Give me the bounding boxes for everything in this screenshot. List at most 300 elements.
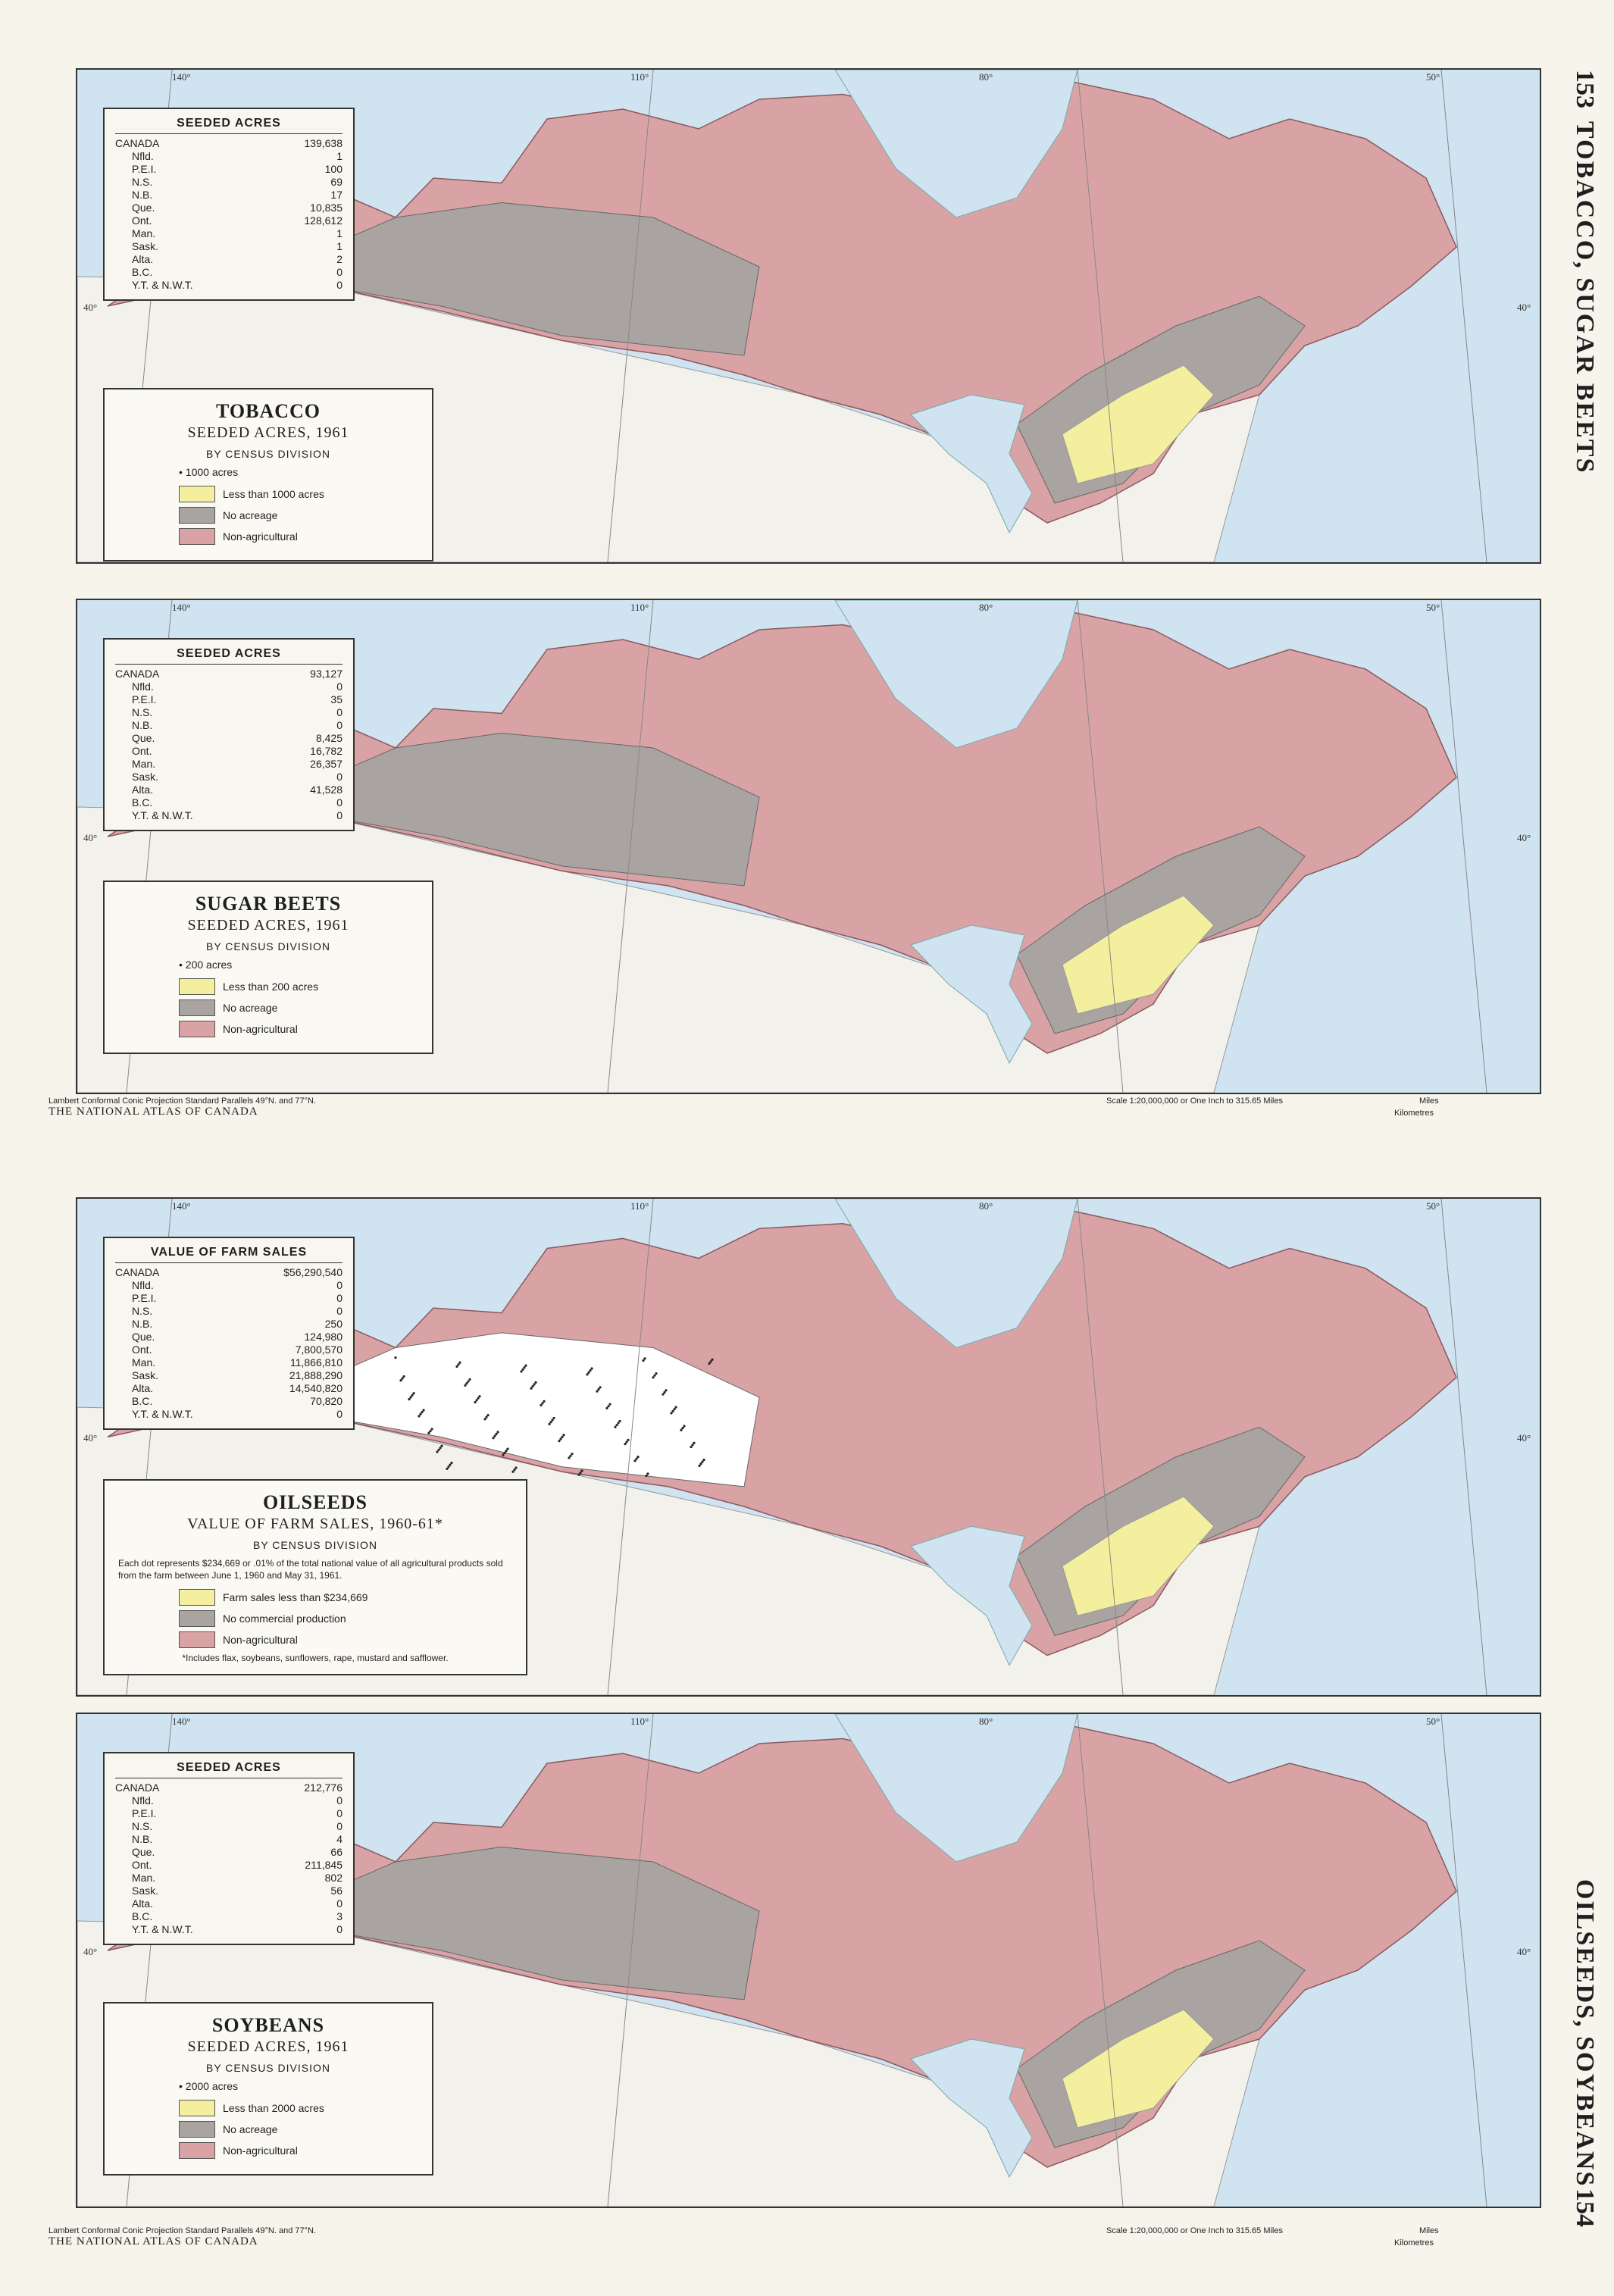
map-legend — [103, 1479, 527, 1675]
density-dot — [474, 1401, 476, 1403]
stats-label: CANADA — [115, 1781, 160, 1794]
density-dot — [635, 1458, 637, 1460]
stats-value: 1 — [336, 240, 343, 252]
stats-label: Man. — [132, 758, 156, 770]
stats-row — [115, 1305, 343, 1318]
legend-item-label: Non-agricultural — [223, 530, 298, 543]
legend-dot-row — [118, 2080, 418, 2092]
stats-label: Ont. — [132, 1344, 152, 1356]
density-dot — [624, 1443, 626, 1445]
density-dot — [599, 1386, 601, 1388]
stats-value: 139,638 — [304, 137, 343, 149]
stats-value: 4 — [336, 1833, 343, 1845]
stats-row — [115, 1846, 343, 1859]
stats-label: Y.T. & N.W.T. — [132, 1408, 193, 1420]
coord-label: 110° — [630, 1716, 649, 1727]
stats-row — [115, 680, 343, 693]
density-dot — [467, 1380, 469, 1382]
legend-swatch — [179, 999, 215, 1016]
stats-value: 0 — [336, 1820, 343, 1832]
density-dot — [446, 1468, 448, 1470]
density-dot — [521, 1369, 524, 1371]
density-dot — [478, 1395, 480, 1397]
density-dot — [587, 1372, 590, 1374]
density-dot — [589, 1369, 591, 1372]
stats-label: Ont. — [132, 745, 152, 757]
atlas-name: THE NATIONAL ATLAS OF CANADA — [48, 2235, 258, 2248]
density-dot — [597, 1388, 599, 1390]
density-dot — [506, 1448, 508, 1450]
density-dot — [437, 1449, 439, 1451]
density-dot — [702, 1459, 705, 1461]
stats-row — [115, 719, 343, 732]
stats-value: 35 — [330, 693, 343, 705]
stats-value: 17 — [330, 189, 343, 201]
stats-value: 128,612 — [304, 214, 343, 227]
stats-value: 100 — [324, 163, 343, 175]
legend-item — [179, 2142, 418, 2159]
density-dot — [671, 1410, 674, 1412]
density-dot — [468, 1378, 471, 1381]
density-dot — [693, 1442, 695, 1444]
legend-item-label: No commercial production — [223, 1613, 346, 1625]
density-dot — [505, 1450, 507, 1452]
miles-label: Miles — [1419, 1096, 1439, 1106]
density-dot — [465, 1382, 468, 1384]
coord-label: 80° — [979, 1716, 993, 1727]
coord-label: 140° — [172, 1200, 191, 1212]
coord-label: 80° — [979, 602, 993, 613]
stats-table — [103, 108, 355, 301]
stats-value: 0 — [336, 1305, 343, 1317]
stats-value: 0 — [336, 1923, 343, 1935]
legend-note: Each dot represents $234,669 or .01% of the total national value of all agricultural products sold from the farm between June 1, 1960 and May 31, 1961. — [118, 1558, 503, 1581]
stats-value: 21,888,290 — [289, 1369, 343, 1381]
density-dot — [485, 1416, 487, 1419]
stats-value: 0 — [336, 1794, 343, 1806]
map-legend — [103, 2002, 433, 2176]
density-dot — [670, 1412, 672, 1414]
stats-label: B.C. — [132, 266, 153, 278]
density-dot — [495, 1433, 497, 1435]
density-dot — [523, 1366, 525, 1369]
stats-label: N.B. — [132, 719, 153, 731]
stats-value: 26,357 — [310, 758, 343, 770]
stats-label: Sask. — [132, 240, 159, 252]
stats-value: 7,800,570 — [295, 1344, 343, 1356]
page-number-154: 154 — [1571, 2188, 1599, 2227]
stats-label: B.C. — [132, 796, 153, 809]
density-dot — [627, 1439, 629, 1441]
density-dot — [680, 1429, 682, 1431]
stats-label: Man. — [132, 1872, 156, 1884]
density-dot — [551, 1419, 553, 1422]
density-dot — [492, 1437, 494, 1439]
coord-label: 40° — [83, 301, 98, 313]
density-dot — [617, 1422, 619, 1424]
stats-row — [115, 137, 343, 150]
density-dot — [637, 1456, 639, 1458]
stats-value: 66 — [330, 1846, 343, 1858]
density-dot — [419, 1413, 421, 1415]
density-dot — [569, 1455, 571, 1457]
density-dot — [394, 1356, 396, 1359]
stats-value: 41,528 — [310, 784, 343, 796]
legend-swatch — [179, 528, 215, 545]
stats-value: 0 — [336, 279, 343, 291]
legend-item — [179, 1021, 418, 1037]
legend-swatch — [179, 486, 215, 502]
stats-row — [115, 1292, 343, 1305]
density-dot — [502, 1453, 504, 1456]
stats-label: N.S. — [132, 706, 153, 718]
stats-value: 0 — [336, 1807, 343, 1819]
stats-label: Alta. — [132, 784, 154, 796]
stats-title: SEEDED ACRES — [115, 647, 343, 665]
stats-title: SEEDED ACRES — [115, 1761, 343, 1778]
scale-block-bottom — [1106, 2226, 1439, 2248]
legend-footnote: *Includes flax, soybeans, sunflowers, rape, mustard and safflower. — [182, 1653, 449, 1663]
stats-label: N.S. — [132, 1820, 153, 1832]
density-dot — [579, 1472, 581, 1474]
stats-value: 0 — [336, 796, 343, 809]
stats-row — [115, 176, 343, 189]
stats-row — [115, 1266, 343, 1279]
legend-item-label: Non-agricultural — [223, 1023, 298, 1035]
density-dot — [401, 1378, 403, 1380]
density-dot — [561, 1436, 563, 1438]
density-dot — [642, 1359, 644, 1362]
stats-value: 0 — [336, 1897, 343, 1910]
legend-title: SUGAR BEETS — [195, 893, 342, 915]
legend-item — [179, 528, 418, 545]
stats-label: N.B. — [132, 189, 153, 201]
stats-value: 16,782 — [310, 745, 343, 757]
density-dot — [531, 1385, 533, 1387]
coord-label: 50° — [1426, 1716, 1440, 1727]
density-dot — [691, 1444, 693, 1446]
stats-label: Y.T. & N.W.T. — [132, 279, 193, 291]
stats-value: 124,980 — [304, 1331, 343, 1343]
legend-item-label: Less than 1000 acres — [223, 488, 324, 500]
density-dot — [548, 1423, 550, 1425]
stats-row — [115, 1395, 343, 1408]
stats-row — [115, 693, 343, 706]
density-dot — [483, 1418, 486, 1420]
density-dot — [418, 1415, 420, 1417]
legend-title: OILSEEDS — [262, 1491, 368, 1513]
stats-value: 70,820 — [310, 1395, 343, 1407]
stats-value: 11,866,810 — [289, 1356, 343, 1369]
density-dot — [596, 1390, 598, 1393]
stats-row — [115, 1833, 343, 1846]
stats-value: 0 — [336, 706, 343, 718]
map-legend — [103, 881, 433, 1054]
coord-label: 140° — [172, 1716, 191, 1727]
stats-value: 0 — [336, 1279, 343, 1291]
density-dot — [411, 1394, 413, 1397]
legend-subtitle: SEEDED ACRES, 1961 — [187, 917, 349, 934]
stats-value: 56 — [330, 1885, 343, 1897]
density-dot — [427, 1432, 430, 1434]
legend-item-label: Less than 2000 acres — [223, 2102, 324, 2114]
stats-row — [115, 1356, 343, 1369]
density-dot — [447, 1465, 449, 1468]
density-dot — [662, 1393, 664, 1395]
stats-row — [115, 668, 343, 680]
legend-swatch — [179, 2100, 215, 2116]
stats-label: Man. — [132, 227, 156, 239]
density-dot — [412, 1392, 414, 1394]
density-dot — [645, 1475, 647, 1477]
legend-by-division: BY CENSUS DIVISION — [252, 1539, 377, 1551]
stats-row — [115, 1408, 343, 1421]
stats-value: 1 — [336, 150, 343, 162]
page-number-153: 153 — [1571, 70, 1599, 108]
stats-value: 8,425 — [315, 732, 343, 744]
density-dot — [399, 1379, 402, 1381]
density-dot — [643, 1357, 646, 1359]
density-dot — [429, 1430, 431, 1432]
stats-value: 0 — [336, 1292, 343, 1304]
density-dot — [562, 1434, 565, 1436]
legend-item-label: No acreage — [223, 2123, 278, 2135]
legend-swatch — [179, 1631, 215, 1648]
density-dot — [530, 1387, 532, 1390]
density-dot — [486, 1414, 489, 1416]
stats-row — [115, 1820, 343, 1833]
legend-items — [118, 978, 418, 1037]
stats-label: B.C. — [132, 1910, 153, 1922]
stats-row — [115, 1872, 343, 1885]
legend-swatch — [179, 978, 215, 995]
stats-value: 0 — [336, 680, 343, 693]
stats-table — [103, 1752, 355, 1945]
coord-label: 40° — [1517, 1431, 1531, 1444]
legend-swatch — [179, 1610, 215, 1627]
stats-title: VALUE OF FARM SALES — [115, 1246, 343, 1263]
stats-label: CANADA — [115, 668, 160, 680]
stats-value: $56,290,540 — [283, 1266, 343, 1278]
stats-label: Sask. — [132, 1369, 159, 1381]
stats-row — [115, 732, 343, 745]
density-dot — [614, 1426, 616, 1428]
legend-item — [179, 507, 418, 524]
stats-value: 3 — [336, 1910, 343, 1922]
density-dot — [436, 1450, 438, 1453]
legend-title: SOYBEANS — [211, 2014, 325, 2036]
density-dot — [577, 1474, 580, 1476]
stats-label: Nfld. — [132, 1794, 154, 1806]
stats-value: 0 — [336, 771, 343, 783]
legend-item-label: Non-agricultural — [223, 1634, 298, 1646]
stats-row — [115, 1279, 343, 1292]
stats-row — [115, 745, 343, 758]
stats-label: N.B. — [132, 1833, 153, 1845]
stats-label: P.E.I. — [132, 693, 157, 705]
stats-row — [115, 189, 343, 202]
legend-title: TOBACCO — [216, 400, 321, 422]
stats-row — [115, 771, 343, 784]
stats-label: CANADA — [115, 1266, 160, 1278]
stats-row — [115, 1331, 343, 1344]
density-dot — [421, 1411, 423, 1413]
density-dot — [475, 1399, 477, 1401]
stats-label: P.E.I. — [132, 1807, 157, 1819]
side-title-top: TOBACCO, SUGAR BEETS — [1571, 121, 1599, 474]
legend-dot-label: 1000 acres — [185, 466, 239, 478]
coord-label: 40° — [1517, 301, 1531, 313]
density-dot — [568, 1456, 570, 1459]
stats-row — [115, 1910, 343, 1923]
stats-label: Y.T. & N.W.T. — [132, 1923, 193, 1935]
legend-item — [179, 486, 418, 502]
km-label: Kilometres — [1394, 1109, 1434, 1118]
legend-items — [118, 2100, 418, 2159]
density-dot — [683, 1425, 685, 1427]
stats-value: 93,127 — [310, 668, 343, 680]
density-dot — [524, 1364, 527, 1366]
legend-items — [118, 486, 418, 545]
coord-label: 40° — [1517, 1945, 1531, 1957]
stats-label: Nfld. — [132, 680, 154, 693]
density-dot — [543, 1400, 545, 1403]
legend-by-division: BY CENSUS DIVISION — [205, 2062, 330, 2074]
stats-label: Nfld. — [132, 1279, 154, 1291]
stats-value: 0 — [336, 1408, 343, 1420]
coord-label: 50° — [1426, 71, 1440, 83]
density-dot — [558, 1440, 560, 1442]
density-dot — [665, 1389, 667, 1391]
coord-label: 110° — [630, 602, 649, 613]
stats-label: Nfld. — [132, 150, 154, 162]
stats-row — [115, 253, 343, 266]
map-panel-4 — [76, 1713, 1541, 2208]
density-dot — [663, 1391, 665, 1394]
density-dot — [534, 1381, 536, 1384]
stats-label: P.E.I. — [132, 163, 157, 175]
density-dot — [493, 1434, 496, 1437]
density-dot — [552, 1417, 555, 1419]
stats-row — [115, 1369, 343, 1382]
legend-item — [179, 2100, 418, 2116]
stats-row — [115, 1382, 343, 1395]
density-dot — [590, 1367, 593, 1369]
dot-icon: • — [179, 959, 186, 971]
side-title-bottom: OILSEEDS, SOYBEANS — [1571, 1879, 1599, 2188]
legend-item-label: Farm sales less than $234,669 — [223, 1591, 368, 1603]
stats-value: 69 — [330, 176, 343, 188]
stats-label: Sask. — [132, 771, 159, 783]
projection-note: Lambert Conformal Conic Projection Standard Parallels 49°N. and 77°N. — [48, 1096, 317, 1106]
density-dot — [464, 1384, 466, 1387]
density-dot — [701, 1461, 703, 1463]
scale-text: Scale 1:20,000,000 or One Inch to 315.65 Miles — [1106, 1096, 1283, 1106]
density-dot — [653, 1375, 655, 1377]
stats-value: 14,540,820 — [289, 1382, 343, 1394]
legend-item-label: Less than 200 acres — [223, 981, 319, 993]
stats-label: Alta. — [132, 1897, 154, 1910]
stats-label: B.C. — [132, 1395, 153, 1407]
footer-left-top — [48, 1096, 316, 1118]
density-dot — [541, 1402, 543, 1404]
density-dot — [633, 1459, 636, 1462]
stats-row — [115, 1859, 343, 1872]
stats-row — [115, 809, 343, 822]
density-dot — [450, 1462, 452, 1464]
stats-row — [115, 266, 343, 279]
density-dot — [549, 1421, 552, 1423]
density-dot — [580, 1469, 583, 1472]
stats-row — [115, 202, 343, 214]
stats-label: Alta. — [132, 253, 154, 265]
stats-label: Man. — [132, 1356, 156, 1369]
stats-label: Que. — [132, 1846, 155, 1858]
legend-swatch — [179, 507, 215, 524]
density-dot — [409, 1396, 411, 1398]
stats-value: 0 — [336, 266, 343, 278]
coord-label: 40° — [83, 1945, 98, 1957]
stats-label: N.B. — [132, 1318, 153, 1330]
density-dot — [402, 1375, 405, 1378]
density-dot — [618, 1420, 621, 1422]
stats-row — [115, 279, 343, 292]
density-dot — [681, 1427, 683, 1429]
meridian-line — [1441, 600, 1487, 1093]
legend-item — [179, 999, 418, 1016]
density-dot — [422, 1409, 424, 1411]
density-dot — [511, 1471, 514, 1473]
stats-row — [115, 150, 343, 163]
density-dot — [513, 1469, 515, 1471]
legend-subtitle: SEEDED ACRES, 1961 — [187, 2038, 349, 2055]
stats-value: 0 — [336, 809, 343, 821]
legend-swatch — [179, 2142, 215, 2159]
density-dot — [605, 1407, 608, 1409]
legend-item — [179, 978, 418, 995]
stats-label: Sask. — [132, 1885, 159, 1897]
map-panel-3 — [76, 1197, 1541, 1697]
stats-label: Alta. — [132, 1382, 154, 1394]
density-dot — [625, 1440, 627, 1443]
density-dot — [458, 1362, 461, 1364]
stats-value: 1 — [336, 227, 343, 239]
density-dot — [503, 1452, 505, 1454]
map-panel-1 — [76, 68, 1541, 564]
stats-label: Que. — [132, 202, 155, 214]
stats-row — [115, 1781, 343, 1794]
legend-item-label: No acreage — [223, 1002, 278, 1014]
stats-row — [115, 796, 343, 809]
stats-row — [115, 1885, 343, 1897]
density-dot — [655, 1372, 657, 1375]
map-panel-2 — [76, 599, 1541, 1094]
density-dot — [709, 1360, 712, 1362]
density-dot — [533, 1383, 535, 1385]
density-dot — [708, 1362, 710, 1365]
density-dot — [586, 1373, 588, 1375]
stats-label: N.S. — [132, 176, 153, 188]
stats-label: Ont. — [132, 1859, 152, 1871]
stats-value: 0 — [336, 719, 343, 731]
legend-item-label: Non-agricultural — [223, 2144, 298, 2157]
stats-label: N.S. — [132, 1305, 153, 1317]
coord-label: 40° — [83, 1431, 98, 1444]
stats-value: 250 — [324, 1318, 343, 1330]
stats-value: 211,845 — [305, 1859, 343, 1871]
km-label: Kilometres — [1394, 2238, 1434, 2248]
stats-label: Que. — [132, 732, 155, 744]
